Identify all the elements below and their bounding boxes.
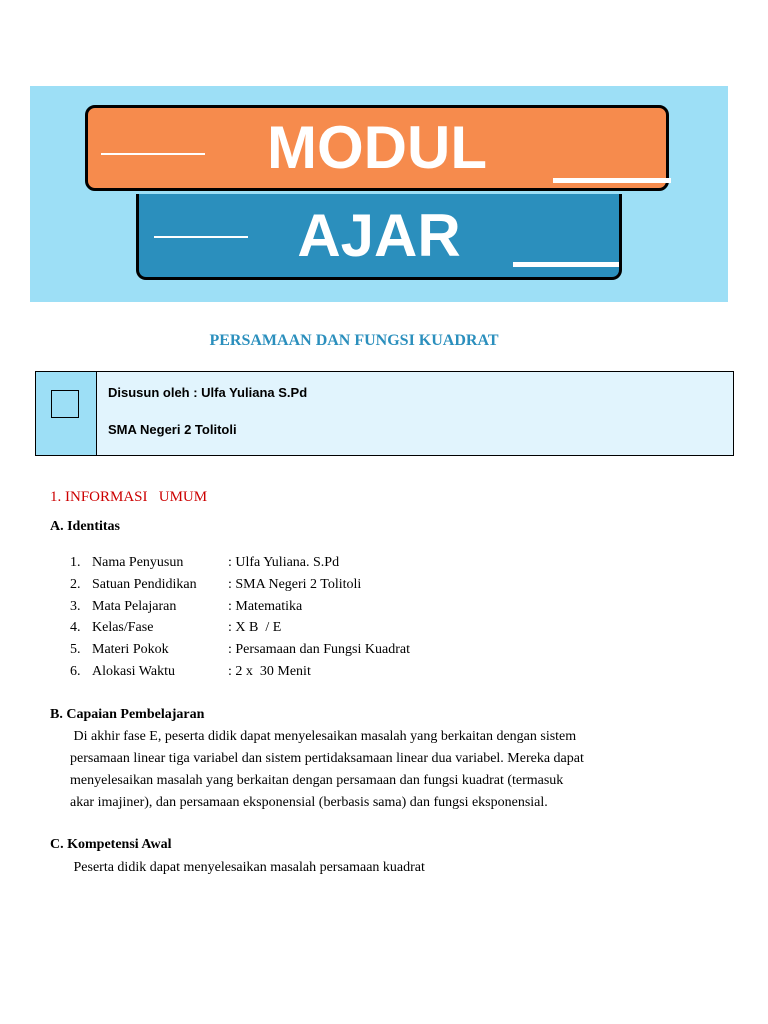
- author-table: [35, 371, 734, 456]
- author-line: Disusun oleh : Ulfa Yuliana S.Pd: [108, 385, 308, 400]
- school-line: SMA Negeri 2 Tolitoli: [108, 422, 237, 437]
- decor-line: [513, 262, 619, 267]
- header-word-ajar: AJAR: [297, 202, 461, 269]
- item-value: : SMA Negeri 2 Tolitoli: [228, 576, 362, 592]
- paragraph-line: akar imajiner), dan persamaan eksponensial (berbasis sama) dan fungsi eksponensial.: [70, 795, 548, 810]
- capaian-paragraph: [70, 726, 584, 814]
- item-value: : Persamaan dan Fungsi Kuadrat: [228, 642, 410, 658]
- paragraph-line: persamaan linear tiga variabel dan sistem pertidaksamaan linear dua variabel. Mereka dapat: [70, 751, 584, 766]
- heading-kompetensi: C. Kompetensi Awal: [50, 837, 172, 852]
- item-number: 2.: [70, 576, 81, 592]
- decor-line: [154, 236, 248, 238]
- item-label: Materi Pokok: [92, 642, 169, 658]
- section-title-informasi-umum: 1. INFORMASI UMUM: [50, 489, 208, 505]
- item-value: : 2 x 30 Menit: [228, 663, 311, 679]
- heading-capaian: B. Capaian Pembelajaran: [50, 707, 205, 722]
- item-value: : Matematika: [228, 598, 303, 614]
- document-title: PERSAMAAN DAN FUNGSI KUADRAT: [209, 332, 499, 349]
- item-number: 4.: [70, 620, 81, 636]
- item-value: : X B / E: [228, 620, 282, 636]
- heading-identitas: A. Identitas: [50, 519, 121, 534]
- decor-line: [553, 178, 671, 183]
- item-number: 6.: [70, 663, 81, 679]
- item-label: Kelas/Fase: [92, 620, 154, 636]
- item-number: 5.: [70, 642, 81, 658]
- paragraph-line: Di akhir fase E, peserta didik dapat menyelesaikan masalah yang berkaitan dengan sistem: [70, 729, 577, 744]
- item-value: : Ulfa Yuliana. S.Pd: [228, 555, 340, 570]
- decor-line: [101, 153, 205, 155]
- kompetensi-paragraph: [70, 857, 425, 879]
- item-number: 3.: [70, 598, 81, 614]
- checkbox-icon: [51, 390, 79, 418]
- item-number: 1.: [70, 555, 81, 570]
- item-label: Satuan Pendidikan: [92, 576, 197, 592]
- paragraph-line: Peserta didik dapat menyelesaikan masalah persamaan kuadrat: [70, 860, 425, 875]
- item-label: Alokasi Waktu: [92, 663, 175, 679]
- item-label: Mata Pelajaran: [92, 598, 177, 614]
- item-label: Nama Penyusun: [92, 555, 184, 570]
- paragraph-line: menyelesaikan masalah yang berkaitan dengan persamaan dan fungsi kuadrat (termasuk: [70, 773, 564, 788]
- author-table-side: [36, 372, 97, 455]
- header-word-modul: MODUL: [267, 114, 487, 181]
